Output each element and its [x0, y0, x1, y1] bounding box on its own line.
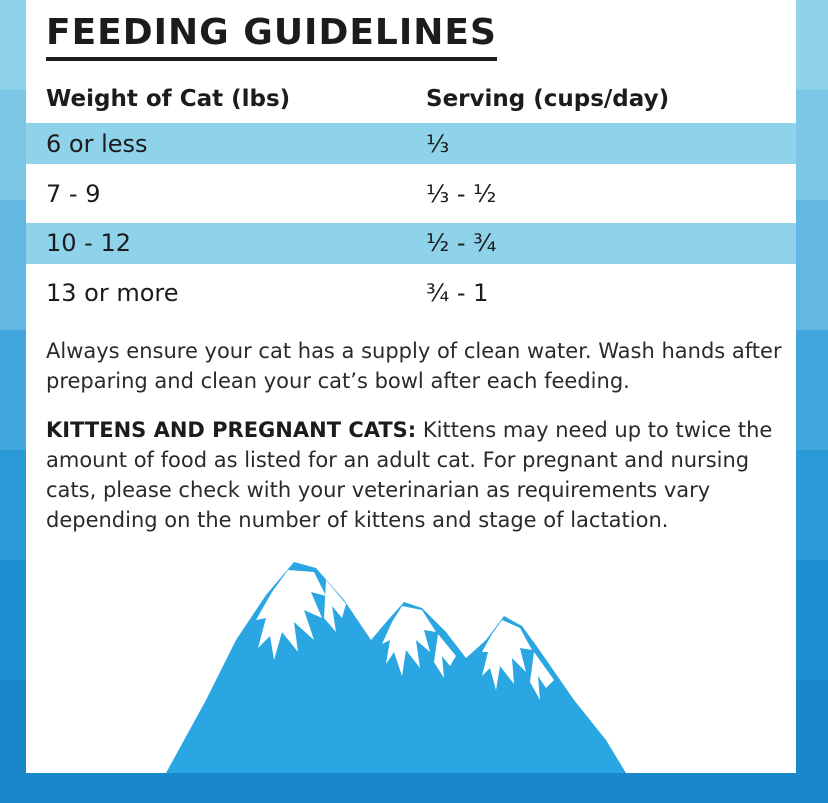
table-cell-serving: ¾ - 1 — [426, 279, 489, 307]
water-note: Always ensure your cat has a supply of clean water. Wash hands after preparing and clean your cat’s bowl after each feeding. — [46, 339, 782, 393]
kittens-note-label: KITTENS AND PREGNANT CATS: — [46, 418, 417, 442]
table-cell-weight: 13 or more — [46, 279, 179, 307]
table-cell-serving: ⅓ — [426, 130, 450, 158]
column-header-weight: Weight of Cat (lbs) — [46, 86, 291, 112]
table-cell-weight: 6 or less — [46, 130, 148, 158]
page-title: FEEDING GUIDELINES — [46, 12, 497, 61]
column-header-serving: Serving (cups/day) — [426, 86, 670, 112]
mountain-silhouette — [166, 562, 626, 773]
kittens-note-text: Kittens may need up to twice the amount of food as listed for an adult cat. For pregnant and nursing cats, please check with your veterinarian as requirements vary depending on the number of kittens and stage of lactation. — [46, 418, 773, 532]
kittens-note — [46, 415, 786, 535]
table-cell-weight: 10 - 12 — [46, 229, 131, 257]
table-cell-serving: ⅓ - ½ — [426, 180, 497, 208]
table-cell-weight: 7 - 9 — [46, 180, 101, 208]
table-cell-serving: ½ - ¾ — [426, 229, 497, 257]
row-highlight-band — [26, 223, 796, 264]
feeding-guidelines-panel — [26, 0, 796, 773]
mountain-peaks-illustration — [26, 540, 796, 773]
